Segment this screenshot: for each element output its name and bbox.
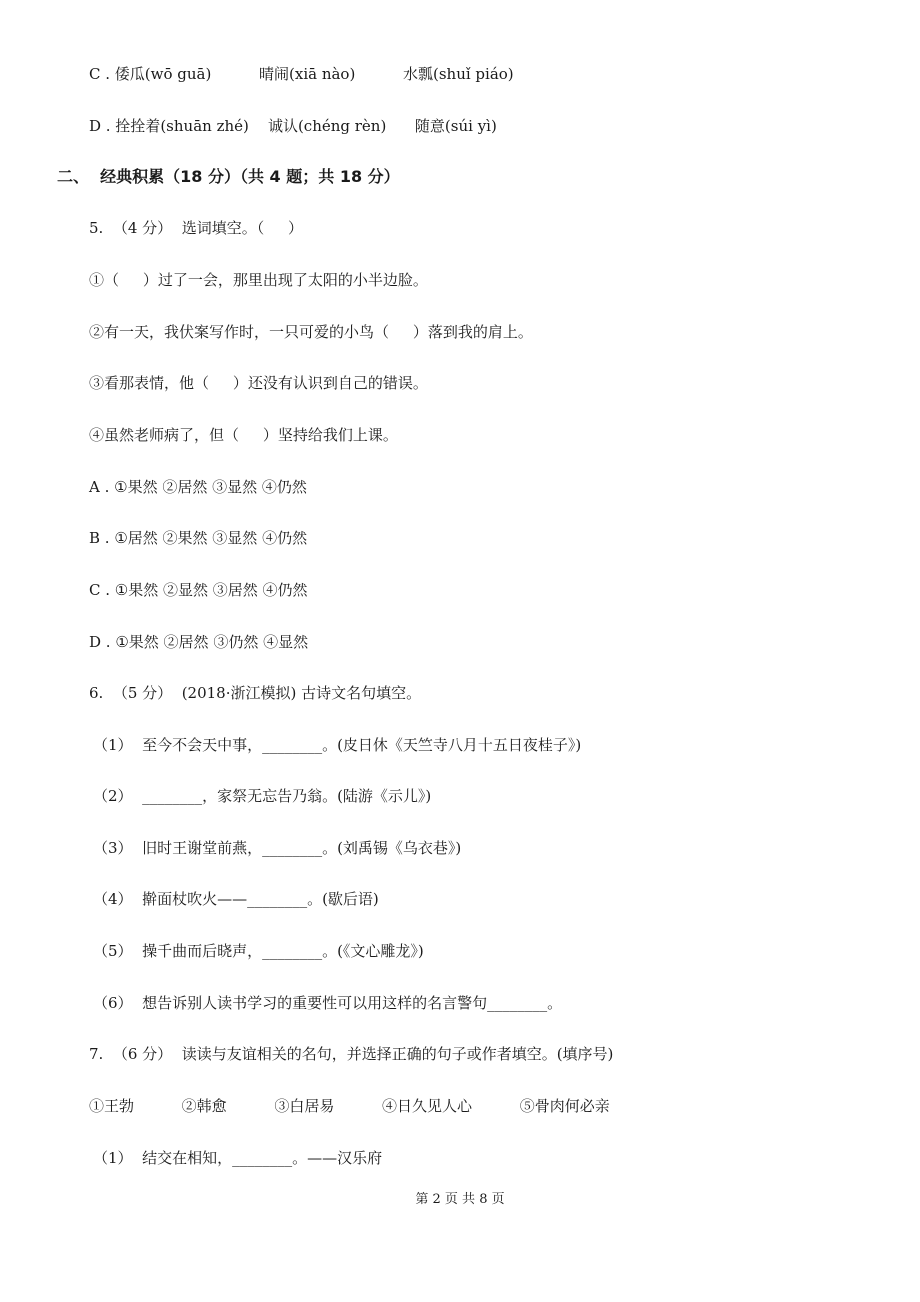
q6-item-1: （1） 至今不会天中事，________。(皮日休《天竺寺八月十五日夜桂子》): [93, 736, 582, 754]
q4-option-c: C . 倭瓜(wō guā) 晴闹(xiā nào) 水瓢(shuǐ piáo): [89, 65, 514, 83]
q5-sentence-2: ②有一天，我伏案写作时，一只可爱的小鸟（ ）落到我的肩上。: [89, 323, 533, 341]
q6-item-6: （6） 想告诉别人读书学习的重要性可以用这样的名言警句________。: [93, 994, 563, 1012]
q6-item-4: （4） 擀面杖吹火——________。(歇后语): [93, 890, 379, 908]
q5-sentence-4: ④虽然老师病了，但（ ）坚持给我们上课。: [89, 426, 398, 444]
q6-item-3: （3） 旧时王谢堂前燕，________。(刘禹锡《乌衣巷》): [93, 839, 462, 857]
section-two-heading: 二、 经典积累（18 分）（共 4 题；共 18 分）: [57, 167, 400, 186]
q5-option-b: B . ①居然 ②果然 ③显然 ④仍然: [89, 529, 308, 547]
q5-stem: 5. （4 分） 选词填空。（ ）: [89, 219, 304, 237]
q7-choices: ①王勃 ②韩愈 ③白居易 ④日久见人心 ⑤骨肉何必亲: [89, 1097, 610, 1115]
q4-option-d: D . 拴拴着(shuān zhé) 诚认(chéng rèn) 随意(súi yì): [89, 117, 497, 135]
q6-item-2: （2） ________，家祭无忘告乃翁。(陆游《示儿》): [93, 787, 432, 805]
q6-stem: 6. （5 分） (2018·浙江模拟) 古诗文名句填空。: [89, 684, 422, 702]
page-footer: 第 2 页 共 8 页: [415, 1192, 505, 1207]
q5-sentence-3: ③看那表情，他（ ）还没有认识到自己的错误。: [89, 374, 428, 392]
q6-item-5: （5） 操千曲而后晓声，________。(《文心雕龙》): [93, 942, 424, 960]
q7-stem: 7. （6 分） 读读与友谊相关的名句，并选择正确的句子或作者填空。(填序号): [89, 1045, 614, 1063]
q5-sentence-1: ①（ ）过了一会，那里出现了太阳的小半边脸。: [89, 271, 428, 289]
q5-option-a: A . ①果然 ②居然 ③显然 ④仍然: [89, 478, 307, 496]
q7-item-1: （1） 结交在相知，________。——汉乐府: [93, 1149, 383, 1167]
q5-option-d: D . ①果然 ②居然 ③仍然 ④显然: [89, 633, 309, 651]
q5-option-c: C . ①果然 ②显然 ③居然 ④仍然: [89, 581, 308, 599]
